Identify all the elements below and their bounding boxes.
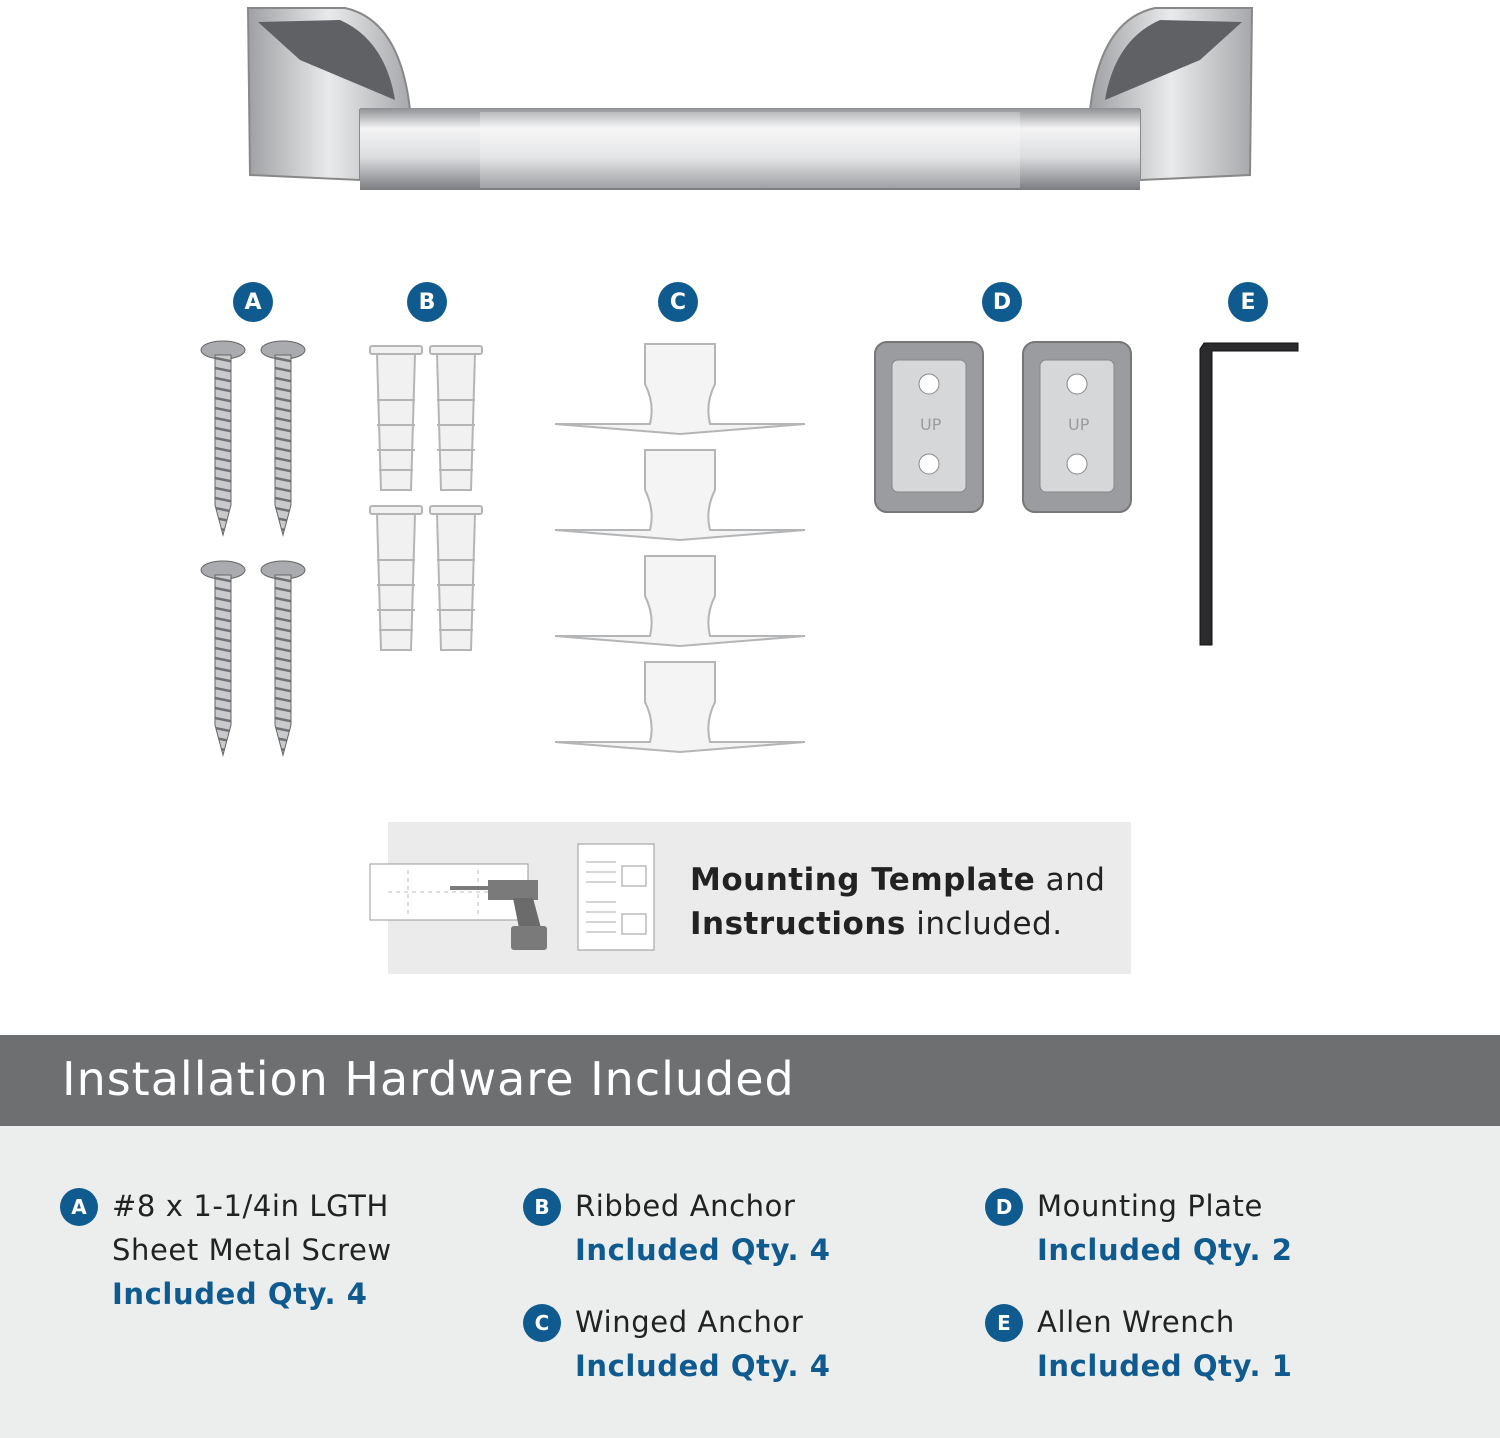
screw-icon	[201, 341, 245, 535]
badge-d: D	[982, 282, 1022, 322]
allen-wrench-image	[1190, 335, 1305, 650]
badge-a: A	[233, 282, 273, 322]
ribbed-anchors-image	[365, 340, 490, 655]
template-text	[690, 858, 1105, 946]
list-badge-e: E	[985, 1304, 1023, 1342]
list-badge-c: C	[523, 1304, 561, 1342]
grab-bar-image	[0, 0, 1500, 200]
badge-c: C	[658, 282, 698, 322]
template-line2-rest: included.	[905, 906, 1063, 942]
item-b-qty: Included Qty. 4	[575, 1233, 831, 1267]
list-item-b	[575, 1184, 831, 1272]
template-line1-rest: and	[1035, 862, 1106, 898]
list-item-c	[575, 1300, 831, 1388]
item-e-qty: Included Qty. 1	[1037, 1349, 1293, 1383]
item-e-name: Allen Wrench	[1037, 1305, 1235, 1339]
plate-up-label: UP	[920, 415, 942, 434]
list-badge-b: B	[523, 1188, 561, 1226]
plate-up-label-2: UP	[1068, 415, 1090, 434]
template-line1-bold: Mounting Template	[690, 862, 1036, 898]
screws-image	[195, 335, 315, 765]
item-c-name: Winged Anchor	[575, 1305, 804, 1339]
section-title: Installation Hardware Included	[62, 1052, 795, 1106]
item-a-name-2: Sheet Metal Screw	[112, 1233, 392, 1267]
item-d-name: Mounting Plate	[1037, 1189, 1263, 1223]
badge-e: E	[1228, 282, 1268, 322]
item-a-name-1: #8 x 1-1/4in LGTH	[112, 1189, 389, 1223]
list-badge-a: A	[60, 1188, 98, 1226]
list-badge-d: D	[985, 1188, 1023, 1226]
item-a-qty: Included Qty. 4	[112, 1277, 368, 1311]
item-c-qty: Included Qty. 4	[575, 1349, 831, 1383]
item-d-qty: Included Qty. 2	[1037, 1233, 1293, 1267]
list-item-e	[1037, 1300, 1293, 1388]
list-item-d	[1037, 1184, 1293, 1272]
template-line2-bold: Instructions	[690, 906, 906, 942]
drill-template-icon	[368, 840, 663, 958]
list-item-a	[112, 1184, 392, 1316]
item-b-name: Ribbed Anchor	[575, 1189, 796, 1223]
mounting-plates-image	[870, 338, 1135, 516]
winged-anchors-image	[550, 338, 810, 758]
badge-b: B	[407, 282, 447, 322]
